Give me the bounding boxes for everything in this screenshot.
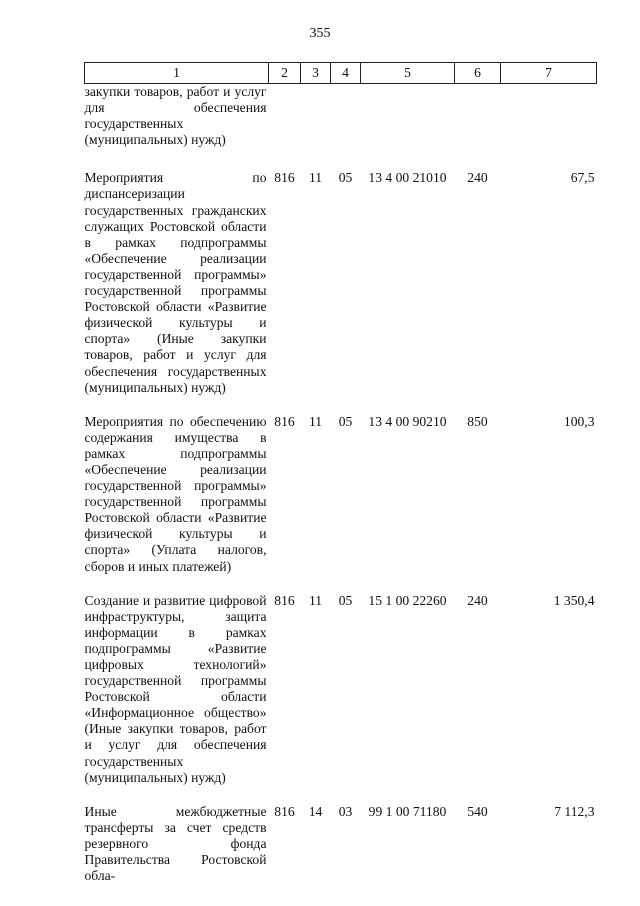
- row-target-article: 13 4 00 21010: [368, 170, 447, 186]
- row-section: [301, 84, 331, 171]
- row-expense-type: 850: [467, 413, 488, 429]
- row-subsection: 05: [338, 413, 353, 429]
- row-description: закупки товаров, работ и услуг для обеспечения государственных (муниципальных) нужд): [84, 84, 267, 148]
- table-row: [85, 804, 597, 884]
- budget-table: [84, 62, 597, 884]
- header-col-4: 4: [331, 63, 361, 84]
- row-subsection: 05: [338, 592, 353, 608]
- row-ministry-code: 816: [274, 803, 295, 819]
- row-amount: 7 112,3: [554, 803, 595, 819]
- table-row: [85, 414, 597, 593]
- row-expense-type: 540: [467, 803, 488, 819]
- row-subsection: 03: [338, 803, 353, 819]
- row-ministry-code: 816: [274, 413, 295, 429]
- header-col-7: 7: [501, 63, 597, 84]
- row-target-article: [361, 84, 455, 171]
- table-header-row: [85, 63, 597, 84]
- row-expense-type: 240: [467, 592, 488, 608]
- row-amount: 1 350,4: [553, 592, 595, 608]
- row-amount: 100,3: [563, 413, 595, 429]
- row-target-article: 15 1 00 22260: [368, 592, 447, 608]
- row-amount: [501, 84, 597, 171]
- row-subsection: 05: [338, 170, 353, 186]
- row-ministry-code: [269, 84, 301, 171]
- row-section: 11: [308, 592, 323, 608]
- row-description: Иные межбюджетные трансферты за счет средств резервного фонда Правительства Ростовской обла-: [84, 803, 267, 884]
- row-target-article: 13 4 00 90210: [368, 413, 447, 429]
- row-ministry-code: 816: [274, 592, 295, 608]
- page-number: 355: [309, 26, 331, 41]
- row-section: 14: [308, 803, 323, 819]
- header-col-5: 5: [361, 63, 455, 84]
- row-target-article: 99 1 00 71180: [368, 803, 447, 819]
- table-row: [85, 170, 597, 413]
- header-col-1: 1: [85, 63, 269, 84]
- header-col-3: 3: [301, 63, 331, 84]
- row-section: 11: [308, 170, 323, 186]
- row-description: Мероприятия по обеспечению содержания имущества в рамках подпрограммы «Обеспечение реализации государственной программы» государственной программы Ростовской области «Развитие физической культуры и спорта» (Уплата налогов, сборов и иных платежей): [84, 413, 267, 574]
- row-section: 11: [308, 413, 323, 429]
- header-col-6: 6: [455, 63, 501, 84]
- row-expense-type: [455, 84, 501, 171]
- header-col-2: 2: [269, 63, 301, 84]
- row-description: Создание и развитие цифровой инфраструктуры, защита информации в рамках подпрограммы «Развитие цифровых технологий» государственной программы Ростовской области «Информационное общество» (Иные закупки товаров, работ и услуг для обеспечения государственных (муниципальных) нужд): [84, 592, 267, 785]
- row-expense-type: 240: [467, 170, 488, 186]
- table-row: [85, 593, 597, 804]
- row-description: Мероприятия по диспансеризации государственных гражданских служащих Ростовской области в рамках подпрограммы «Обеспечение реализации государственной программы» государственной программы Ростовской области «Развитие физической культуры и спорта» (Иные закупки товаров, работ и услуг для обеспечения государственных (муниципальных) нужд): [84, 170, 267, 395]
- row-amount: 67,5: [570, 170, 595, 186]
- row-ministry-code: 816: [274, 170, 295, 186]
- row-subsection: [331, 84, 361, 171]
- table-row: [85, 84, 597, 171]
